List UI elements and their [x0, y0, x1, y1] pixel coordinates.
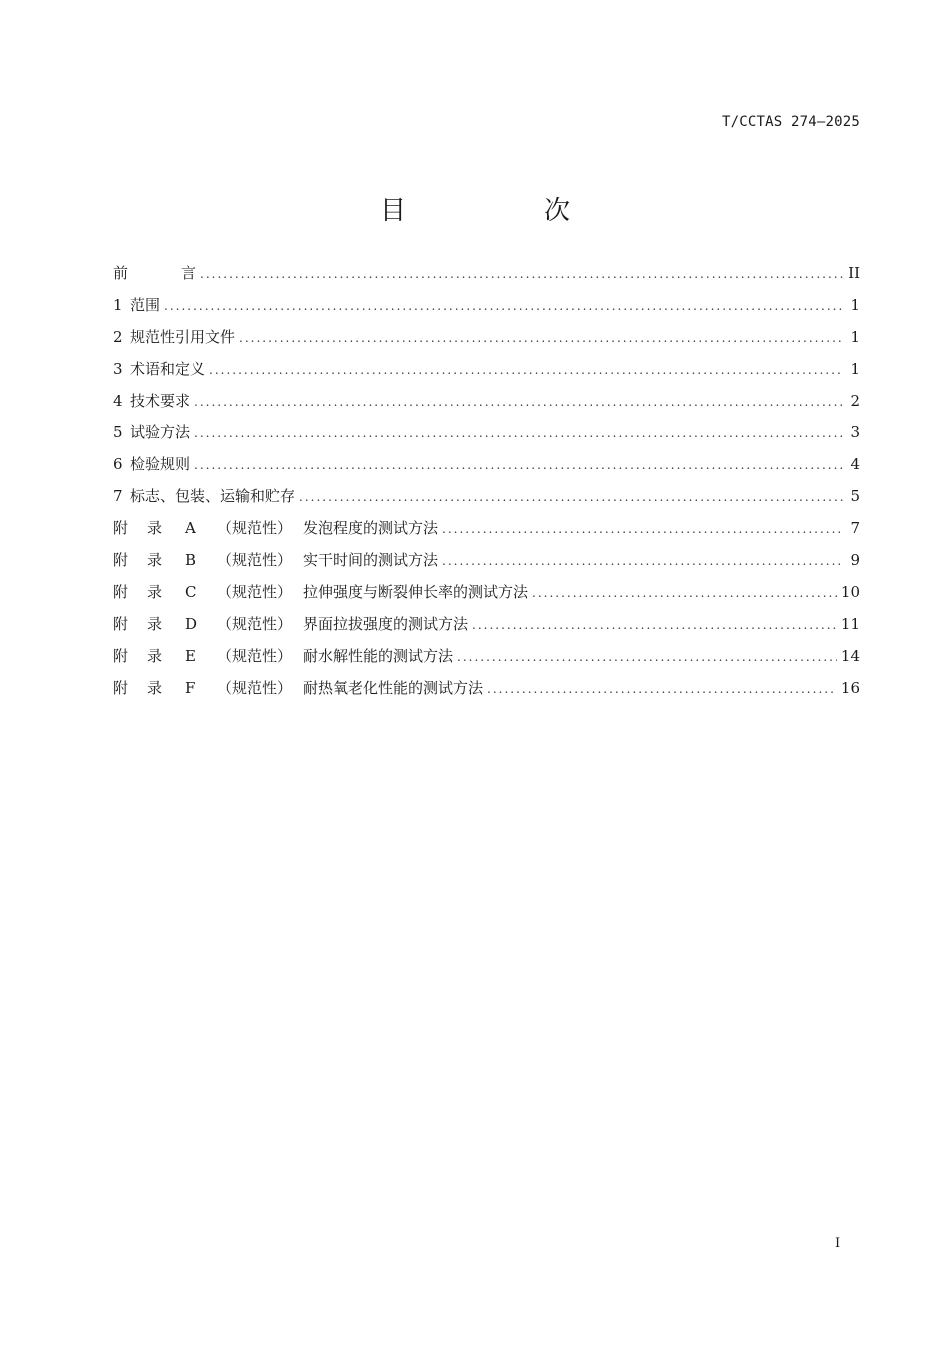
- appendix-letter: A: [185, 519, 196, 538]
- appendix-type: （规范性）: [217, 678, 293, 697]
- section-title: 术语和定义: [130, 359, 206, 378]
- dot-leader: [194, 450, 844, 482]
- toc-page-number: II: [848, 264, 860, 282]
- toc-page-number: 1: [850, 359, 860, 378]
- section-number: 6: [113, 455, 123, 474]
- appendix-title: 发泡程度的测试方法: [303, 519, 439, 538]
- section-number: 5: [113, 423, 123, 442]
- appendix-title: 拉伸强度与断裂伸长率的测试方法: [303, 582, 529, 601]
- toc-entry-appendix-b[interactable]: [113, 545, 860, 577]
- toc-entry-label: [113, 417, 194, 449]
- toc-page-number: 4: [850, 455, 860, 474]
- toc-entry-label: [113, 290, 164, 322]
- dot-leader: [487, 674, 837, 706]
- appendix-char-1: 附: [113, 678, 129, 697]
- toc-page-number: 11: [840, 614, 860, 633]
- toc-entry-section-4[interactable]: [113, 386, 860, 418]
- appendix-title: 实干时间的测试方法: [303, 551, 439, 570]
- appendix-char-1: 附: [113, 519, 129, 538]
- document-code: T/CCTAS 274—2025: [721, 114, 860, 130]
- toc-page-number: 16: [840, 678, 860, 697]
- appendix-type: （规范性）: [217, 614, 293, 633]
- toc-entry-appendix-e[interactable]: [113, 641, 860, 673]
- toc-entry-appendix-c[interactable]: [113, 577, 860, 609]
- dot-leader: [532, 578, 837, 610]
- appendix-letter: C: [185, 582, 197, 601]
- toc-entry-appendix-f[interactable]: [113, 673, 860, 705]
- toc-entry-label: [113, 258, 200, 290]
- toc-page-number: 1: [850, 327, 860, 346]
- toc-entry-label: [113, 386, 194, 418]
- toc-entry-label: [113, 641, 457, 673]
- dot-leader: [299, 482, 844, 514]
- section-title: 范围: [130, 295, 161, 314]
- toc-page-number: 2: [850, 391, 860, 410]
- dot-leader: [472, 610, 837, 642]
- toc-entry-label: [113, 481, 299, 513]
- dot-leader: [194, 418, 844, 450]
- toc-page-number: 7: [850, 519, 860, 538]
- appendix-char-2: 录: [147, 646, 163, 665]
- section-title: 标志、包装、运输和贮存: [130, 487, 296, 506]
- toc-entry-label: [113, 545, 442, 577]
- appendix-type: （规范性）: [217, 582, 293, 601]
- appendix-char-2: 录: [147, 551, 163, 570]
- appendix-letter: E: [185, 646, 196, 665]
- appendix-title: 耐热氧老化性能的测试方法: [303, 678, 484, 697]
- toc-entry-section-2[interactable]: [113, 322, 860, 354]
- toc-title: 目 次: [379, 196, 626, 226]
- appendix-type: （规范性）: [217, 551, 293, 570]
- section-number: 7: [113, 487, 123, 506]
- toc-entry-foreword[interactable]: [113, 258, 860, 290]
- page-number: I: [835, 1236, 841, 1251]
- dot-leader: [239, 323, 844, 355]
- section-title: 规范性引用文件: [130, 327, 236, 346]
- appendix-char-2: 录: [147, 519, 163, 538]
- appendix-char-2: 录: [147, 582, 163, 601]
- foreword-char-2: 言: [181, 264, 197, 282]
- toc-entry-section-1[interactable]: [113, 290, 860, 322]
- dot-leader: [164, 291, 844, 323]
- toc-page-number: 3: [850, 423, 860, 442]
- section-number: 3: [113, 359, 123, 378]
- appendix-letter: F: [185, 678, 196, 697]
- section-number: 4: [113, 391, 123, 410]
- dot-leader: [457, 642, 837, 674]
- appendix-char-1: 附: [113, 582, 129, 601]
- dot-leader: [194, 387, 844, 419]
- appendix-char-2: 录: [147, 614, 163, 633]
- appendix-type: （规范性）: [217, 646, 293, 665]
- toc-page-number: 9: [850, 551, 860, 570]
- toc-entry-label: [113, 609, 472, 641]
- foreword-char-1: 前: [113, 264, 129, 282]
- section-title: 检验规则: [130, 455, 191, 474]
- toc-page-number: 10: [840, 582, 860, 601]
- dot-leader: [442, 514, 844, 546]
- toc-entry-section-3[interactable]: [113, 354, 860, 386]
- toc-entry-section-7[interactable]: [113, 481, 860, 513]
- toc-page-number: 1: [850, 295, 860, 314]
- toc-entry-label: [113, 449, 194, 481]
- toc-entry-label: [113, 354, 209, 386]
- dot-leader: [209, 355, 844, 387]
- toc-entry-appendix-d[interactable]: [113, 609, 860, 641]
- dot-leader: [442, 546, 844, 578]
- toc-entry-section-5[interactable]: [113, 417, 860, 449]
- appendix-char-1: 附: [113, 646, 129, 665]
- toc-entry-section-6[interactable]: [113, 449, 860, 481]
- appendix-char-2: 录: [147, 678, 163, 697]
- section-number: 2: [113, 327, 123, 346]
- toc-entry-label: [113, 322, 239, 354]
- toc-entry-label: [113, 577, 532, 609]
- toc-entry-appendix-a[interactable]: [113, 513, 860, 545]
- toc-page-number: 14: [840, 646, 860, 665]
- appendix-char-1: 附: [113, 614, 129, 633]
- dot-leader: [200, 259, 844, 291]
- appendix-title: 界面拉拔强度的测试方法: [303, 614, 469, 633]
- table-of-contents: [113, 258, 860, 704]
- section-number: 1: [113, 295, 123, 314]
- appendix-letter: B: [185, 551, 197, 570]
- toc-entry-label: [113, 513, 442, 545]
- toc-page-number: 5: [850, 487, 860, 506]
- section-title: 技术要求: [130, 391, 191, 410]
- appendix-title: 耐水解性能的测试方法: [303, 646, 454, 665]
- appendix-type: （规范性）: [217, 519, 293, 538]
- appendix-char-1: 附: [113, 551, 129, 570]
- toc-entry-label: [113, 673, 487, 705]
- appendix-letter: D: [185, 614, 198, 633]
- section-title: 试验方法: [130, 423, 191, 442]
